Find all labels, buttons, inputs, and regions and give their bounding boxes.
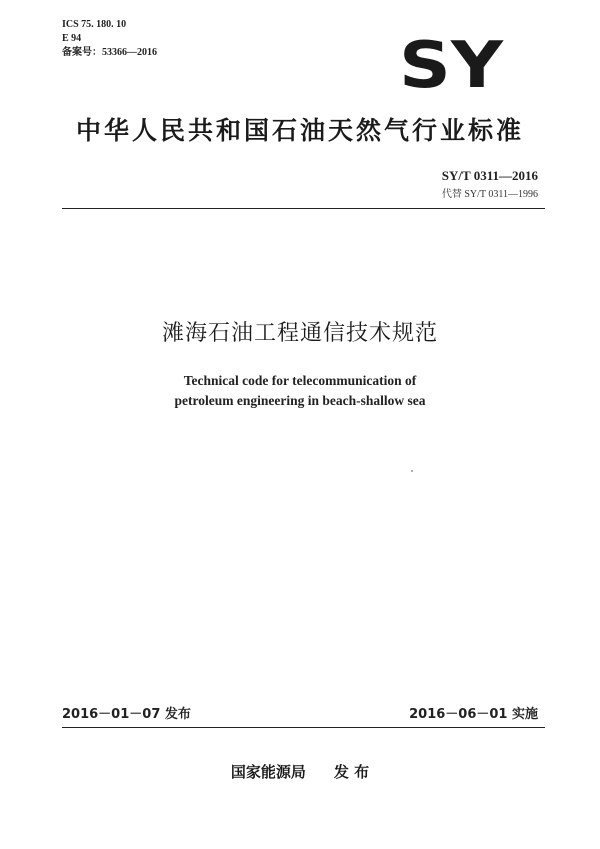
record-number: 备案号：53366—2016 [62,47,157,58]
title-en-line-2: petroleum engineering in beach-shallow sea [174,393,426,408]
publisher-line [0,761,600,782]
document-title-en [0,371,600,411]
implementation-date: 2016－06－01 实施 [409,707,538,722]
sy-logo [398,30,504,92]
title-en-line-1: Technical code for telecommunication of [183,373,417,388]
bottom-divider [62,727,545,728]
top-divider [62,208,545,209]
publish-action: 发 布 [333,763,370,781]
replaces-standard: 代替 SY/T 0311—1996 [441,189,538,200]
publisher-name: 国家能源局 [230,763,306,781]
standard-number: SY/T 0311—2016 [441,168,538,183]
document-title-cn: 滩海石油工程通信技术规范 [161,321,438,346]
classification-block [62,18,157,60]
standard-body-title: 中华人民共和国石油天然气行业标准 [75,116,524,145]
print-speck [411,470,413,472]
classification-code: E 94 [62,33,82,44]
ics-code: ICS 75. 180. 10 [62,19,127,30]
issue-date: 2016－01－07 发布 [62,707,191,722]
sy-logo-text: SY [399,30,504,92]
